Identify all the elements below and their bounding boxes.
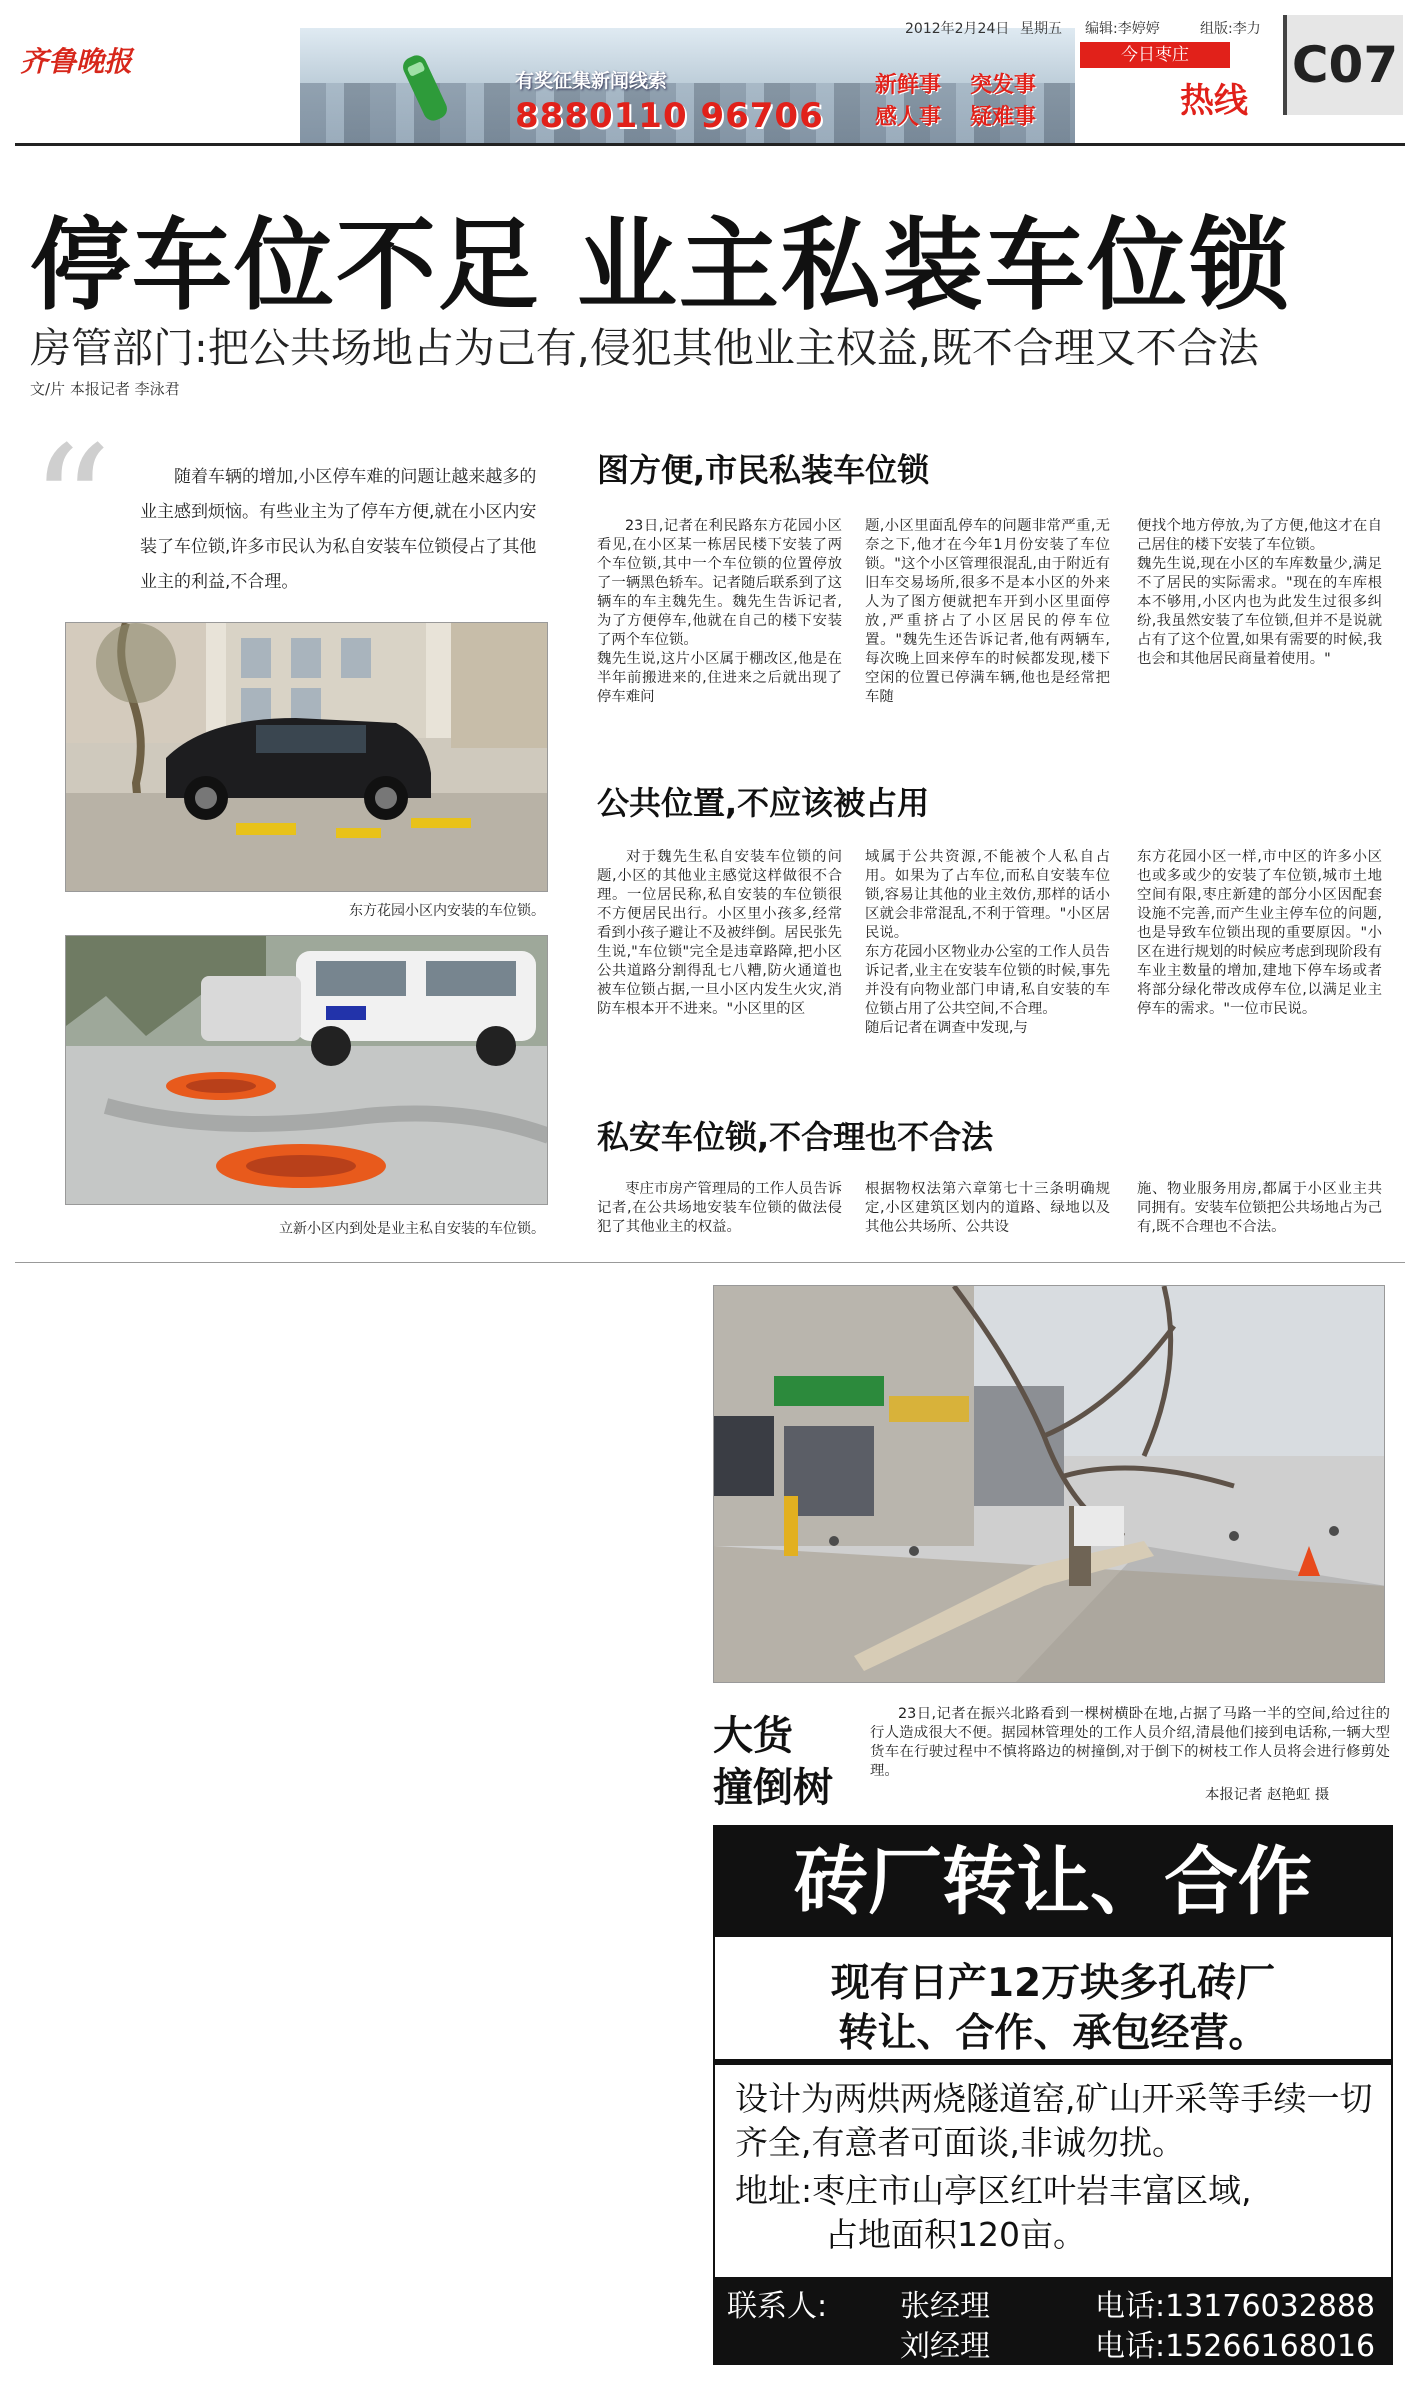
article-column — [597, 848, 842, 1019]
page-number: C07 — [1283, 15, 1403, 115]
article-column: 根据物权法第六章第七十三条明确规定,小区建筑区划内的道路、绿地以及其他公共场所、公共设 — [865, 1181, 1110, 1235]
contact-phone: 电话:13176032888 — [1095, 2289, 1376, 2324]
contact-name: 刘经理 — [900, 2329, 990, 2364]
parking-locks-photo — [65, 935, 548, 1205]
quote-mark-icon: “ — [30, 411, 112, 598]
article-column: 便找个地方停放,为了方便,他这才在自己居住的楼下安装了车位锁。 魏先生说,现在小区的车库数量少,满足不了居民的实际需求。"现在的车库根本不够用,小区内也为此发生过很多纠纷,我虽然安装了车位锁,但并不是说就占有了这个位置,如果有需要的时候,我也会和其他居民商量着使用。" — [1137, 518, 1382, 667]
ad-headline-line: 现有日产12万块多孔砖厂 — [830, 1961, 1276, 2006]
article-column: 题,小区里面乱停车的问题非常严重,无奈之下,他才在今年1月份安装了车位锁。"这个小区管理很混乱,由于附近有旧车交易场所,很多不是本小区的外来人为了图方便就把车开到小区里面停放,严重挤占了小区居民的停车位置。"魏先生还告诉记者,他有两辆车,每次晚上回来停车的时候都发现,楼下空闲的位置已停满车辆,他也是经常把车随 — [865, 518, 1110, 705]
photo-story-body: 23日,记者在振兴北路看到一棵树横卧在地,占据了马路一半的空间,给过往的行人造成很大不便。据园林管理处的工作人员介绍,清晨他们接到电话称,一辆大型货车在行驶过程中不慎将路边的树撞倒,对于倒下的树枝工作人员将会进行修剪处理。 — [870, 1706, 1390, 1779]
contact-name: 张经理 — [900, 2289, 990, 2324]
telephone-icon — [395, 48, 455, 128]
brick-factory-ad — [713, 1825, 1393, 2365]
issue-layout-editor: 组版:李力 — [1200, 21, 1261, 37]
article-column — [597, 1180, 842, 1237]
issue-weekday: 星期五 — [1020, 21, 1062, 37]
article-byline: 文/片 本报记者 李泳君 — [30, 380, 180, 398]
article-column: 施、物业服务用房,都属于小区业主共同拥有。安装车位锁把公共场地占为己有,既不合理也不合法。 — [1137, 1181, 1382, 1235]
ad-contact-bar — [715, 2277, 1391, 2363]
article-column: 域属于公共资源,不能被个人私自占用。如果为了占车位,而私自安装车位锁,容易让其他的业主效仿,那样的话小区就会非常混乱,不利于管理。"小区居民说。 东方花园小区物业办公室的工作人员告诉记者,业主在安装车位锁的时候,事先并没有向物业部门申请,私自安装的车位锁占用了公共空间,不合理。 随后记者在调查中发现,与 — [865, 849, 1110, 1036]
photo-story-title-line: 大货 — [713, 1713, 793, 1759]
ad-headline-line: 转让、合作、承包经营。 — [838, 2011, 1268, 2056]
topic-label: 感人事 — [875, 105, 942, 130]
newspaper-masthead: 齐鲁晚报 — [20, 45, 133, 78]
section-divider — [15, 1262, 1405, 1263]
ad-address: 地址:枣庄市山亭区红叶岩丰富区域, — [735, 2171, 1252, 2210]
photo-story-text — [870, 1705, 1390, 1781]
topic-label: 新鲜事 — [875, 73, 942, 98]
section-heading: 图方便,市民私装车位锁 — [597, 451, 930, 489]
issue-editor: 编辑:李婷婷 — [1085, 21, 1160, 37]
section-heading: 私安车位锁,不合理也不合法 — [597, 1118, 994, 1156]
article-column: 东方花园小区一样,市中区的许多小区也或多或少的安装了车位锁,城市土地空间有限,枣庄新建的部分小区因配套设施不完善,而产生业主停车位的问题,也是导致车位锁出现的重要原因。"小区在进行规划的时候应考虑到现阶段有车业主数量的增加,建地下停车场或者将部分绿化带改成停车位,以满足业主停车的需求。"一位市民说。 — [1137, 849, 1382, 1017]
article-headline: 停车位不足 业主私装车位锁 — [30, 207, 1291, 324]
section-name: 热线 — [1180, 81, 1248, 121]
header-divider — [15, 143, 1405, 146]
photo-credit: 本报记者 赵艳虹 摄 — [1205, 1787, 1330, 1803]
article-column — [597, 517, 842, 707]
ad-title: 砖厂转让、合作 — [715, 1827, 1391, 1937]
lead-text: 随着车辆的增加,小区停车难的问题让越来越多的业主感到烦恼。有些业主为了停车方便,就在小区内安装了车位锁,许多市民认为私自安装车位锁侵占了其他业主的利益,不合理。 — [140, 467, 537, 592]
ad-description: 设计为两烘两烧隧道窑,矿山开采等手续一切齐全,有意者可面谈,非诚勿扰。 — [735, 2079, 1373, 2162]
section-heading: 公共位置,不应该被占用 — [597, 784, 930, 822]
hotline-numbers: 8880110 96706 — [515, 96, 824, 136]
photo-caption: 立新小区内到处是业主私自安装的车位锁。 — [279, 1221, 545, 1237]
section-tag: 今日枣庄 — [1080, 42, 1230, 68]
article-subheadline: 房管部门:把公共场地占为己有,侵犯其他业主权益,既不合理又不合法 — [30, 324, 1259, 372]
fallen-tree-photo — [713, 1285, 1385, 1683]
ad-divider — [715, 2059, 1391, 2065]
parked-car-photo — [65, 622, 548, 892]
column-text: 23日,记者在利民路东方花园小区看见,在小区某一栋居民楼下安装了两个车位锁,其中一个车位锁的位置停放了一辆黑色轿车。记者随后联系到了这辆车的车主魏先生。魏先生告诉记者,为了方便停车,他就在自己的楼下安装了两个车位锁。 魏先生说,这片小区属于棚改区,他是在半年前搬进来的,住进来之后就出现了停车难问 — [597, 518, 842, 705]
contact-phone: 电话:15266168016 — [1095, 2329, 1376, 2364]
contact-label: 联系人: — [727, 2289, 828, 2324]
column-text: 对于魏先生私自安装车位锁的问题,小区的其他业主感觉这样做很不合理。一位居民称,私自安装的车位锁很不方便居民出行。小区里小孩多,经常看到小孩子避让不及被绊倒。居民张先生说,"车位锁"完全是违章路障,把小区公共道路分割得乱七八糟,防火通道也被车位锁占据,一旦小区内发生火灾,消防车根本开不进来。"小区里的区 — [597, 849, 842, 1017]
hotline-caption: 有奖征集新闻线索 — [515, 70, 668, 92]
photo-caption: 东方花园小区内安装的车位锁。 — [349, 903, 545, 919]
hotline-banner — [300, 28, 1075, 143]
topic-label: 突发事 — [970, 73, 1037, 98]
photo-story-title — [713, 1710, 843, 1814]
issue-date: 2012年2月24日 — [905, 21, 1010, 37]
topic-label: 疑难事 — [970, 105, 1037, 130]
column-text: 枣庄市房产管理局的工作人员告诉记者,在公共场地安装车位锁的做法侵犯了其他业主的权益。 — [597, 1181, 842, 1235]
photo-story-title-line: 撞倒树 — [713, 1765, 833, 1811]
ad-area: 占地面积120亩。 — [825, 2215, 1086, 2254]
article-lead — [140, 460, 540, 600]
